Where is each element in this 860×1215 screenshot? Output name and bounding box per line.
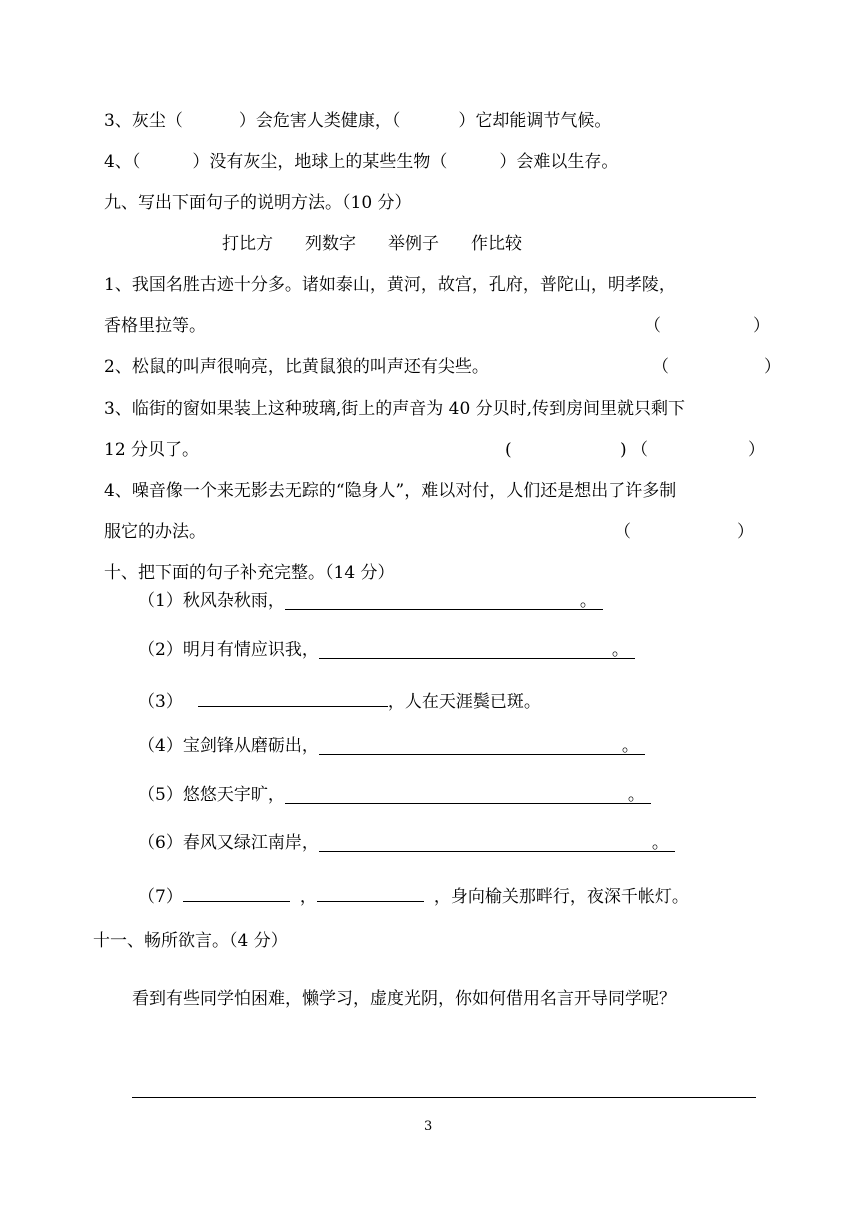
item-number: （4） bbox=[138, 736, 183, 756]
page-number: 3 bbox=[424, 1119, 433, 1134]
answer-line[interactable] bbox=[198, 688, 388, 707]
item-text: 灰尘（ bbox=[131, 111, 183, 131]
item-number: 4、 bbox=[104, 152, 132, 172]
complete-item-1 bbox=[138, 591, 603, 611]
answer-line[interactable] bbox=[317, 883, 424, 902]
option-label: 列数字 bbox=[305, 234, 356, 254]
item-number: （1） bbox=[138, 591, 183, 611]
answer-paren-close: ) bbox=[620, 440, 627, 460]
option-label: 作比较 bbox=[471, 234, 522, 254]
item-text: ， bbox=[299, 887, 317, 907]
section-11-title: 十一、畅所欲言。（4 分） bbox=[93, 931, 288, 951]
writing-line[interactable] bbox=[132, 1097, 756, 1098]
answer-line[interactable]: 。 bbox=[319, 833, 675, 852]
section-9-title: 九、写出下面句子的说明方法。（10 分） bbox=[104, 193, 412, 213]
item-text: ，人在天涯鬓已斑。 bbox=[387, 692, 541, 712]
method-options bbox=[222, 234, 522, 254]
fill-item-4 bbox=[104, 152, 618, 172]
item-number: （6） bbox=[138, 833, 183, 853]
complete-item-3 bbox=[138, 688, 541, 712]
item-text: ）没有灰尘，地球上的某些生物（ bbox=[192, 152, 448, 172]
answer-paren-close: ） bbox=[753, 316, 770, 336]
question-4-line-1: 4、噪音像一个来无影去无踪的“隐身人”，难以对付，人们还是想出了许多制 bbox=[104, 481, 677, 501]
item-number: （3） bbox=[138, 692, 183, 712]
answer-paren-open: ( bbox=[505, 440, 512, 460]
item-text: 明月有情应识我， bbox=[182, 640, 319, 660]
answer-line[interactable] bbox=[183, 883, 290, 902]
item-number: （7） bbox=[138, 887, 183, 907]
section-10-title: 十、把下面的句子补充完整。（14 分） bbox=[104, 563, 395, 583]
item-text: ）会危害人类健康，（ bbox=[238, 111, 401, 131]
question-1-line-2: 香格里拉等。 bbox=[104, 316, 206, 336]
question-3-line-1: 3、临街的窗如果装上这种玻璃,街上的声音为 40 分贝时,传到房间里就只剩下 bbox=[104, 399, 686, 419]
answer-line[interactable]: 。 bbox=[319, 736, 645, 755]
question-3-line-2: 12 分贝了。 bbox=[104, 440, 200, 460]
complete-item-4 bbox=[138, 736, 645, 756]
answer-paren-open: （ bbox=[631, 440, 648, 460]
question-2-line-1: 2、松鼠的叫声很响亮，比黄鼠狼的叫声还有尖些。 bbox=[104, 357, 489, 377]
item-text: 春风又绿江南岸， bbox=[182, 833, 319, 853]
complete-item-6 bbox=[138, 833, 675, 853]
answer-paren-open: （ bbox=[644, 316, 661, 336]
item-text: 秋风杂秋雨， bbox=[182, 591, 285, 611]
item-text: 悠悠天宇旷， bbox=[182, 785, 285, 805]
item-number: （2） bbox=[138, 640, 183, 660]
item-text: ，身向榆关那畔行，夜深千帐灯。 bbox=[433, 887, 689, 907]
fill-item-3 bbox=[104, 111, 611, 131]
item-number: （5） bbox=[138, 785, 183, 805]
answer-line[interactable]: 。 bbox=[319, 640, 635, 659]
option-label: 举例子 bbox=[388, 234, 439, 254]
item-number: 3、 bbox=[104, 111, 132, 131]
question-4-line-2: 服它的办法。 bbox=[104, 522, 206, 542]
answer-paren-open: （ bbox=[652, 357, 669, 377]
answer-line[interactable]: 。 bbox=[285, 591, 603, 610]
question-1-line-1: 1、我国名胜古迹十分多。诸如泰山，黄河，故宫，孔府，普陀山，明孝陵， bbox=[104, 275, 676, 295]
item-text: （ bbox=[131, 152, 141, 172]
complete-item-2 bbox=[138, 640, 635, 660]
complete-item-5 bbox=[138, 785, 651, 805]
answer-paren-open: （ bbox=[614, 522, 631, 542]
item-text: 宝剑锋从磨砺出， bbox=[182, 736, 319, 756]
answer-paren-close: ） bbox=[737, 522, 754, 542]
complete-item-7 bbox=[138, 883, 689, 907]
answer-paren-close: ） bbox=[764, 357, 781, 377]
answer-paren-close: ） bbox=[748, 440, 765, 460]
option-label: 打比方 bbox=[222, 234, 273, 254]
section-11-prompt: 看到有些同学怕困难，懒学习，虚度光阴，你如何借用名言开导同学呢？ bbox=[132, 989, 676, 1009]
item-text: ）会难以生存。 bbox=[499, 152, 619, 172]
item-text: ）它却能调节气候。 bbox=[458, 111, 612, 131]
answer-line[interactable]: 。 bbox=[285, 785, 651, 804]
